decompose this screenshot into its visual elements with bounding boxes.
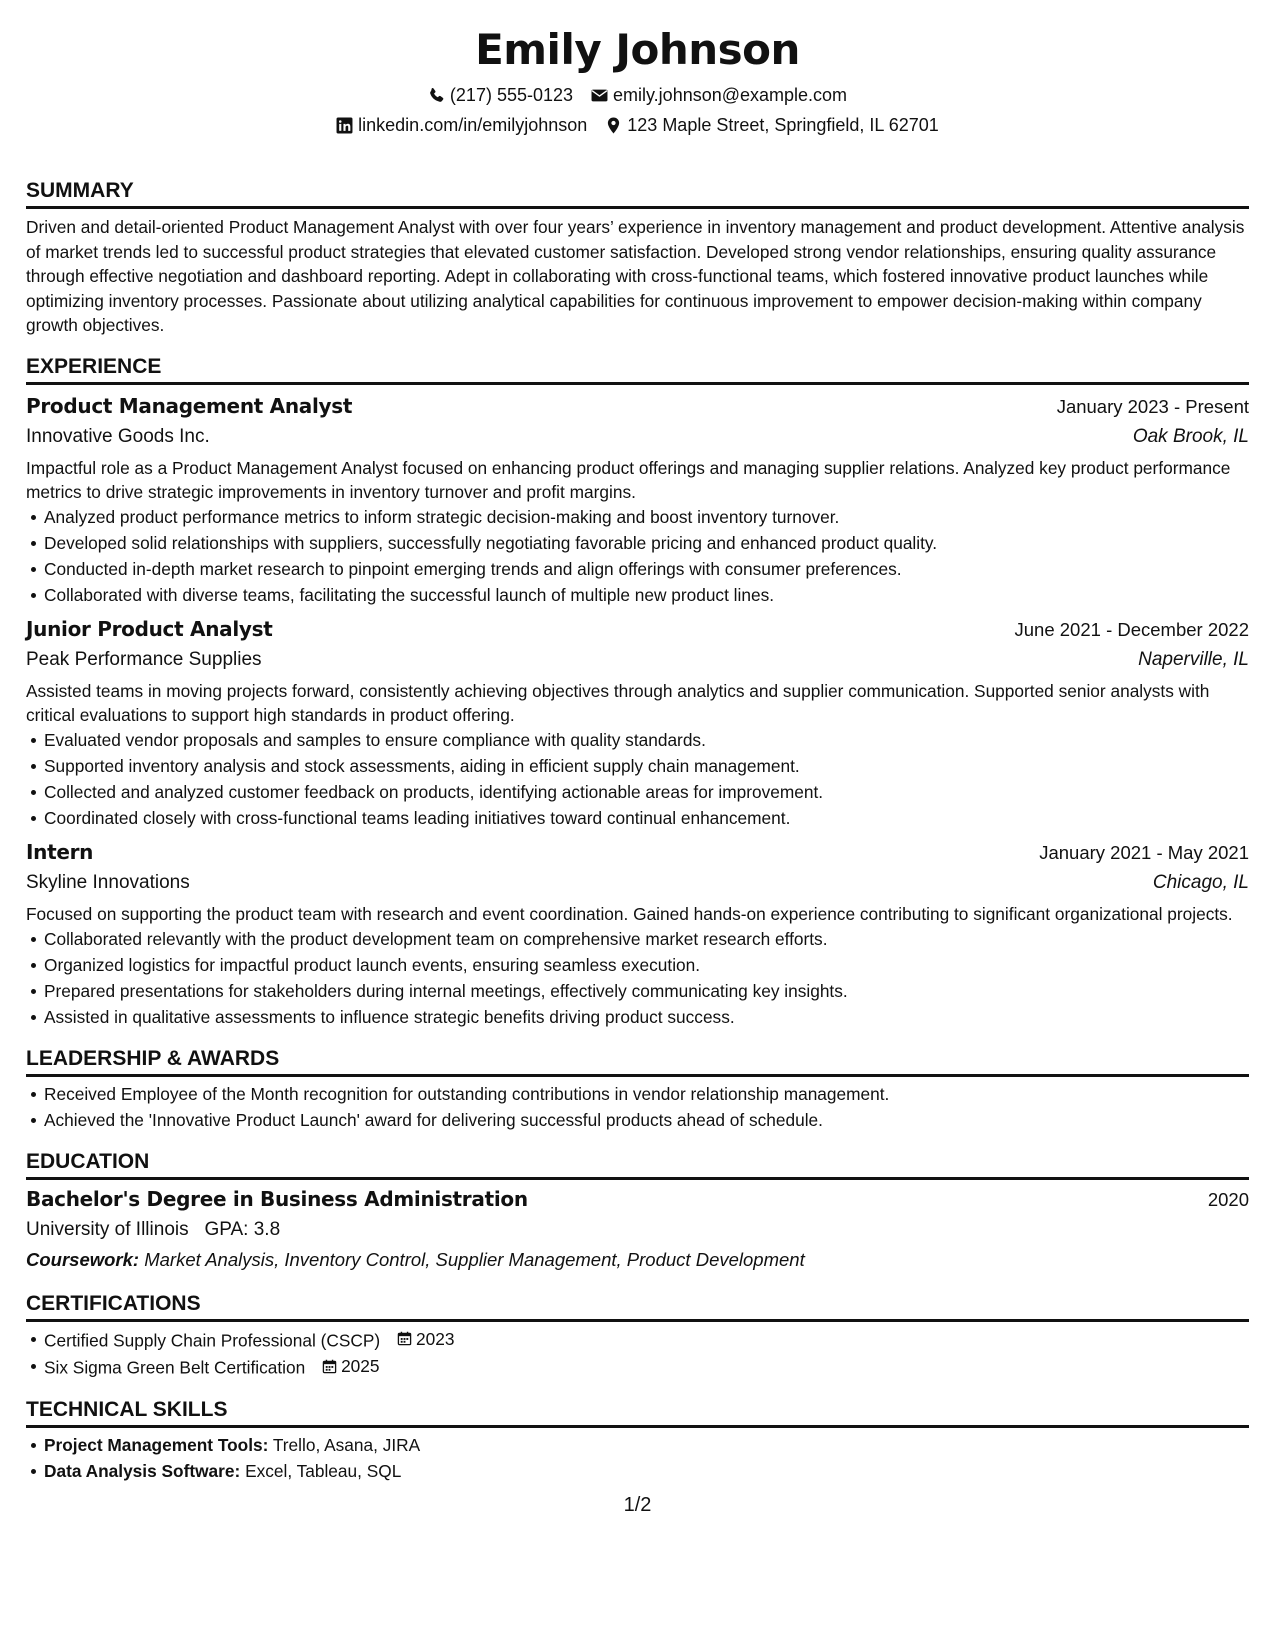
coursework-label: Coursework: bbox=[26, 1248, 140, 1270]
job-location: Naperville, IL bbox=[1138, 648, 1249, 670]
summary-text: Driven and detail-oriented Product Management Analyst with over four years’ experience in inventory management and product development. Attentive analysis of market trends led to successful product strategies that elevated customer satisfaction. Developed strong vendor relationships, ensuring quality assurance through effective negotiation and dashboard reporting. Adept in collaborating with cross-functional teams, which fostered innovative product launches while optimizing inventory processes. Passionate about utilizing analytical capabilities for continuous improvement to empower decision-making within company growth objectives. bbox=[26, 217, 1245, 335]
list-item: Evaluated vendor proposals and samples to ensure compliance with quality standards. bbox=[44, 727, 1249, 753]
map-pin-icon bbox=[605, 117, 622, 134]
job-title: Product Management Analyst bbox=[26, 393, 353, 418]
list-item: Collaborated relevantly with the product development team on comprehensive market research efforts. bbox=[44, 926, 1249, 952]
calendar-icon bbox=[397, 1331, 412, 1346]
contact-row-1 bbox=[26, 80, 1249, 110]
job-description: Focused on supporting the product team with research and event coordination. Gained hands-on experience contributing to significant organizational projects. bbox=[26, 903, 1233, 924]
job-title: Intern bbox=[26, 839, 94, 864]
certification-date bbox=[322, 1353, 379, 1379]
company-name: Peak Performance Supplies bbox=[26, 648, 262, 670]
address-contact bbox=[605, 110, 939, 140]
list-item: Developed solid relationships with suppliers, successfully negotiating favorable pricing and enhanced product quality. bbox=[44, 530, 1249, 556]
linkedin-icon bbox=[336, 117, 353, 134]
calendar-icon bbox=[322, 1359, 337, 1374]
phone-contact[interactable] bbox=[428, 80, 573, 110]
linkedin-contact[interactable] bbox=[336, 110, 587, 140]
skill-label: Data Analysis Software: bbox=[44, 1460, 241, 1481]
skills-list bbox=[26, 1432, 1249, 1484]
list-item: Assisted in qualitative assessments to influence strategic benefits driving product success. bbox=[44, 1004, 1249, 1030]
list-item: Received Employee of the Month recognition for outstanding contributions in vendor relationship management. bbox=[44, 1081, 1249, 1107]
certification-name: Certified Supply Chain Professional (CSCP) bbox=[44, 1330, 381, 1350]
job-dates: June 2021 - December 2022 bbox=[1014, 618, 1249, 640]
section-title-awards: LEADERSHIP & AWARDS bbox=[26, 1044, 1249, 1077]
list-item: Analyzed product performance metrics to inform strategic decision-making and boost inventory turnover. bbox=[44, 504, 1249, 530]
degree-title: Bachelor's Degree in Business Administration bbox=[26, 1186, 528, 1211]
certifications-list bbox=[26, 1326, 1249, 1381]
list-item: Prepared presentations for stakeholders during internal meetings, effectively communicating key insights. bbox=[44, 978, 1249, 1004]
list-item bbox=[44, 1353, 1249, 1381]
list-item: Achieved the 'Innovative Product Launch' award for delivering successful products ahead of schedule. bbox=[44, 1107, 1249, 1133]
company-name: Skyline Innovations bbox=[26, 871, 190, 893]
list-item: Collaborated with diverse teams, facilitating the successful launch of multiple new product lines. bbox=[44, 582, 1249, 608]
list-item: Organized logistics for impactful product launch events, ensuring seamless execution. bbox=[44, 952, 1249, 978]
education-section bbox=[26, 1147, 1249, 1275]
list-item bbox=[44, 1432, 1249, 1458]
skill-value: Trello, Asana, JIRA bbox=[272, 1434, 421, 1455]
email-text: emily.johnson@example.com bbox=[613, 85, 848, 105]
section-title-certifications: CERTIFICATIONS bbox=[26, 1289, 1249, 1322]
job-location: Chicago, IL bbox=[1152, 871, 1249, 893]
certification-name: Six Sigma Green Belt Certification bbox=[44, 1357, 306, 1378]
certification-date bbox=[397, 1326, 454, 1352]
coursework-line bbox=[26, 1245, 1249, 1275]
list-item: Conducted in-depth market research to pinpoint emerging trends and align offerings with consumer preferences. bbox=[44, 556, 1249, 582]
job-entry bbox=[26, 614, 1249, 831]
summary-section bbox=[26, 176, 1249, 338]
graduation-year: 2020 bbox=[1207, 1188, 1249, 1210]
list-item bbox=[44, 1326, 1249, 1354]
job-location: Oak Brook, IL bbox=[1132, 425, 1249, 447]
job-bullets bbox=[26, 926, 1249, 1030]
skill-label: Project Management Tools: bbox=[44, 1434, 269, 1455]
job-dates: January 2021 - May 2021 bbox=[1039, 841, 1249, 863]
certifications-section bbox=[26, 1289, 1249, 1381]
skills-section bbox=[26, 1395, 1249, 1484]
school-name: University of Illinois bbox=[26, 1218, 189, 1240]
job-description: Assisted teams in moving projects forward, consistently achieving objectives through analytics and supplier communication. Supported senior analysts with critical evaluations to support high standards in product offering. bbox=[26, 680, 1210, 725]
company-name: Innovative Goods Inc. bbox=[26, 425, 210, 447]
experience-section bbox=[26, 352, 1249, 1030]
gpa: GPA: 3.8 bbox=[204, 1218, 281, 1240]
address-text: 123 Maple Street, Springfield, IL 62701 bbox=[627, 115, 939, 135]
section-title-education: EDUCATION bbox=[26, 1147, 1249, 1180]
job-description: Impactful role as a Product Management Analyst focused on enhancing product offerings and managing supplier relations. Analyzed key product performance metrics to drive strategic improvements in inventory turnover and profit margins. bbox=[26, 457, 1231, 502]
list-item: Collected and analyzed customer feedback on products, identifying actionable areas for improvement. bbox=[44, 779, 1249, 805]
skill-value: Excel, Tableau, SQL bbox=[245, 1460, 402, 1481]
contact-row-2 bbox=[26, 110, 1249, 140]
job-title: Junior Product Analyst bbox=[26, 616, 273, 641]
resume-page bbox=[26, 20, 1249, 1484]
phone-icon bbox=[428, 87, 445, 104]
job-dates: January 2023 - Present bbox=[1056, 395, 1249, 417]
page-number: 1/2 bbox=[623, 1494, 652, 1516]
linkedin-text: linkedin.com/in/emilyjohnson bbox=[358, 115, 588, 135]
awards-list bbox=[26, 1081, 1249, 1133]
awards-section bbox=[26, 1044, 1249, 1133]
job-entry bbox=[26, 391, 1249, 608]
phone-text: (217) 555-0123 bbox=[449, 85, 574, 105]
job-bullets bbox=[26, 504, 1249, 608]
job-entry bbox=[26, 837, 1249, 1030]
certification-year: 2023 bbox=[415, 1328, 455, 1349]
job-bullets bbox=[26, 727, 1249, 831]
list-item: Coordinated closely with cross-functional teams leading initiatives toward continual enhancement. bbox=[44, 805, 1249, 831]
section-title-summary: SUMMARY bbox=[26, 176, 1249, 209]
envelope-icon bbox=[591, 87, 608, 104]
section-title-experience: EXPERIENCE bbox=[26, 352, 1249, 385]
coursework-text: Market Analysis, Inventory Control, Supplier Management, Product Development bbox=[144, 1248, 805, 1270]
certification-year: 2025 bbox=[341, 1356, 380, 1376]
email-contact[interactable] bbox=[591, 80, 847, 110]
candidate-name: Emily Johnson bbox=[475, 25, 800, 74]
list-item: Supported inventory analysis and stock assessments, aiding in efficient supply chain management. bbox=[44, 753, 1249, 779]
school-line bbox=[26, 1215, 1249, 1245]
list-item bbox=[44, 1458, 1249, 1484]
section-title-skills: TECHNICAL SKILLS bbox=[26, 1395, 1249, 1428]
